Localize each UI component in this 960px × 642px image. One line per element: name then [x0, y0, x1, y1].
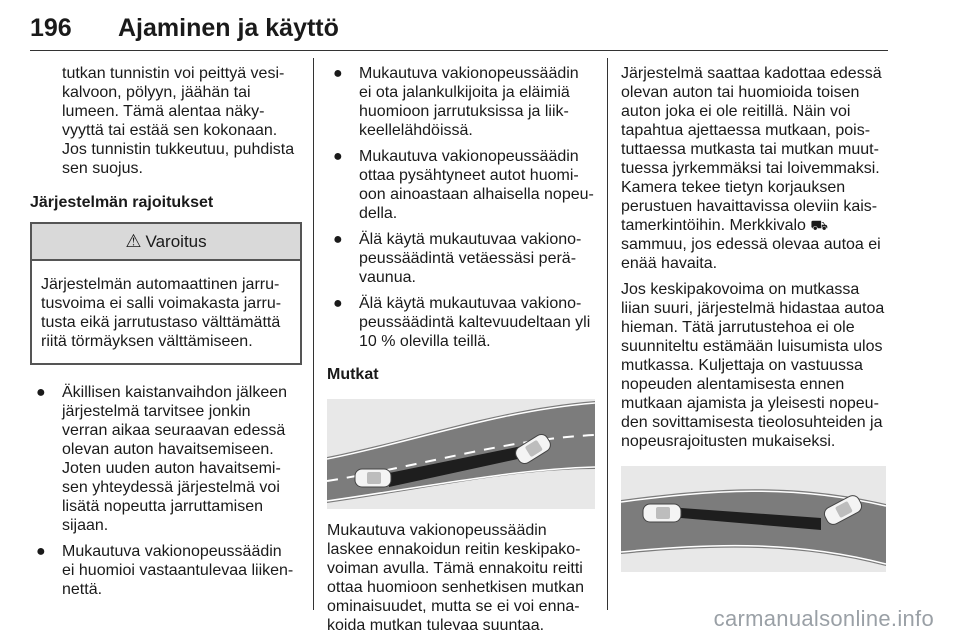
text-line: ominaisuudet, mutta se ei voi enna-	[327, 598, 580, 615]
text-line: auton joka ei ole reitillä. Näin voi	[621, 103, 851, 120]
text-line: peussäädintä vetäessäsi perä-	[359, 250, 577, 267]
text-line: tapahtua ajettaessa mutkaan, pois-	[621, 122, 871, 139]
intro-paragraph	[30, 64, 302, 178]
text-line: mutkaan ajamista ja yleisesti nopeu-	[621, 395, 879, 412]
text-line: kalvoon, pölyyn, jäähän tai	[62, 84, 251, 101]
text-line: keellelähdöissä.	[359, 122, 473, 139]
bullet-dot: ●	[333, 295, 343, 312]
own-car-icon	[643, 504, 681, 522]
text-line: Mukautuva vakionopeussäädin	[359, 148, 579, 165]
text-line: tusvoima ei salli voimakasta jarru-	[41, 295, 282, 312]
text-line: Äkillisen kaistanvaihdon jälkeen	[62, 384, 288, 401]
text-line: ei ota jalankulkijoita ja eläimiä	[359, 84, 570, 101]
text-line: perustuen havaittavissa oleviin kais-	[621, 198, 878, 215]
header-rule	[30, 50, 888, 51]
text-line: voiman avulla. Tämä ennakoitu reitti	[327, 560, 583, 577]
curve-illustration-2	[621, 466, 886, 572]
text-line: riitä törmäyksen välttämiseen.	[41, 333, 253, 350]
text-line: della.	[359, 205, 398, 222]
text-line: huomioon jarrutuksissa ja liik-	[359, 103, 569, 120]
column-divider-1	[313, 58, 314, 610]
text-line: peussäädintä kaltevuudeltaan yli	[359, 314, 591, 331]
text-line: olevan auton tai huomioida toisen	[621, 84, 860, 101]
text-line: Järjestelmä saattaa kadottaa edessä	[621, 65, 882, 82]
text-line: tamerkintöihin. Merkkivalo	[621, 217, 806, 234]
text-line: järjestelmä tarvitsee jonkin	[62, 403, 251, 420]
text-line: olevan auton havaitsemiseen.	[62, 441, 274, 458]
text-line: sijaan.	[62, 517, 109, 534]
column-2	[327, 64, 595, 635]
curves-paragraph	[327, 521, 595, 635]
own-car-icon	[355, 469, 391, 487]
text-line: sen suojus.	[62, 160, 143, 177]
text-line: den sovittamisesta tieolosuhteiden ja	[621, 414, 883, 431]
text-line: oon ainoastaan alhaisella nopeu-	[359, 186, 594, 203]
text-line: suunniteltu estämään luisumista ulos	[621, 338, 883, 355]
text-line: sammuu, jos edessä olevaa autoa ei	[621, 236, 881, 253]
curve-illustration-1	[327, 399, 595, 509]
text-line: tuessa jyrkemmäksi tai loivemmaksi.	[621, 160, 880, 177]
text-line: hieman. Tätä jarrutustehoa ei ole	[621, 319, 855, 336]
text-line: sen yhteydessä järjestelmä voi	[62, 479, 280, 496]
text-line: laskee ennakoidun reitin keskipako-	[327, 541, 581, 558]
bullet-item	[327, 64, 595, 140]
warning-body	[32, 261, 300, 363]
column-1	[30, 64, 302, 599]
text-line: Älä käytä mukautuvaa vakiono-	[359, 231, 582, 248]
text-line: ottaa huomioon senhetkisen mutkan	[327, 579, 585, 596]
text-line: Mukautuva vakionopeussäädin	[359, 65, 579, 82]
bullet-dot: ●	[333, 231, 343, 248]
bullet-dot: ●	[36, 543, 46, 560]
text-line: tuttaessa mutkasta tai mutkan muut-	[621, 141, 879, 158]
vehicle-ahead-icon: ⛟	[810, 217, 829, 233]
warning-triangle-icon: ⚠	[125, 231, 142, 251]
bullet-item	[327, 230, 595, 287]
text-line: tusta eikä jarrutustaso välttämättä	[41, 314, 281, 331]
text-line: mutkassa. Kuljettaja on vastuussa	[621, 357, 863, 374]
text-line: Mukautuva vakionopeussäädin	[327, 522, 547, 539]
text-line: verran aikaa seuraavan edessä	[62, 422, 286, 439]
text-line: nopeuden alentamisesta ennen	[621, 376, 845, 393]
text-line: Jos tunnistin tukkeutuu, puhdista	[62, 141, 295, 158]
column-3	[621, 64, 889, 572]
text-line: Joten uuden auton havaitsemi-	[62, 460, 281, 477]
page-number: 196	[30, 14, 72, 42]
page-header	[30, 14, 888, 44]
text-line: ottaa pysähtyneet autot huomi-	[359, 167, 579, 184]
text-line: lumeen. Tämä alentaa näky-	[62, 103, 265, 120]
text-line: Kamera tekee tietyn korjauksen	[621, 179, 846, 196]
loss-of-target-paragraph	[621, 64, 889, 273]
section-heading-limitations: Järjestelmän rajoitukset	[30, 194, 214, 211]
text-line: Mukautuva vakionopeussäädin	[62, 543, 282, 560]
text-line: liian suuri, järjestelmä hidastaa autoa	[621, 300, 885, 317]
text-line: Jos keskipakovoima on mutkassa	[621, 281, 860, 298]
text-line: tutkan tunnistin voi peittyä vesi-	[62, 65, 285, 82]
bullet-item	[327, 147, 595, 223]
bullet-item	[327, 294, 595, 351]
bullet-dot: ●	[333, 148, 343, 165]
bullet-dot: ●	[36, 384, 46, 401]
warning-box	[30, 222, 302, 365]
centrifugal-paragraph	[621, 280, 889, 451]
bullet-item	[30, 383, 302, 535]
watermark: carmanualsonline.info	[713, 606, 934, 631]
text-line: vaunua.	[359, 269, 416, 286]
text-line: Järjestelmän automaattinen jarru-	[41, 276, 280, 293]
text-line: ei huomioi vastaantulevaa liiken-	[62, 562, 294, 579]
warning-title: Varoitus	[145, 232, 207, 251]
bullet-dot: ●	[333, 65, 343, 82]
page-title: Ajaminen ja käyttö	[118, 14, 339, 42]
text-line: 10 % olevilla teillä.	[359, 333, 491, 350]
column-divider-2	[607, 58, 608, 610]
text-line: Älä käytä mukautuvaa vakiono-	[359, 295, 582, 312]
text-line: nettä.	[62, 581, 103, 598]
section-heading-curves: Mutkat	[327, 366, 379, 383]
text-line: nopeusrajoitusten mukaiseksi.	[621, 433, 836, 450]
text-line: vyyttä tai estää sen kokonaan.	[62, 122, 278, 139]
text-line: koida mutkan tulevaa suuntaa.	[327, 617, 545, 634]
text-line: enää havaita.	[621, 255, 718, 272]
warning-header	[32, 224, 300, 261]
text-line: lisätä nopeutta jarruttamisen	[62, 498, 263, 515]
bullet-item	[30, 542, 302, 599]
